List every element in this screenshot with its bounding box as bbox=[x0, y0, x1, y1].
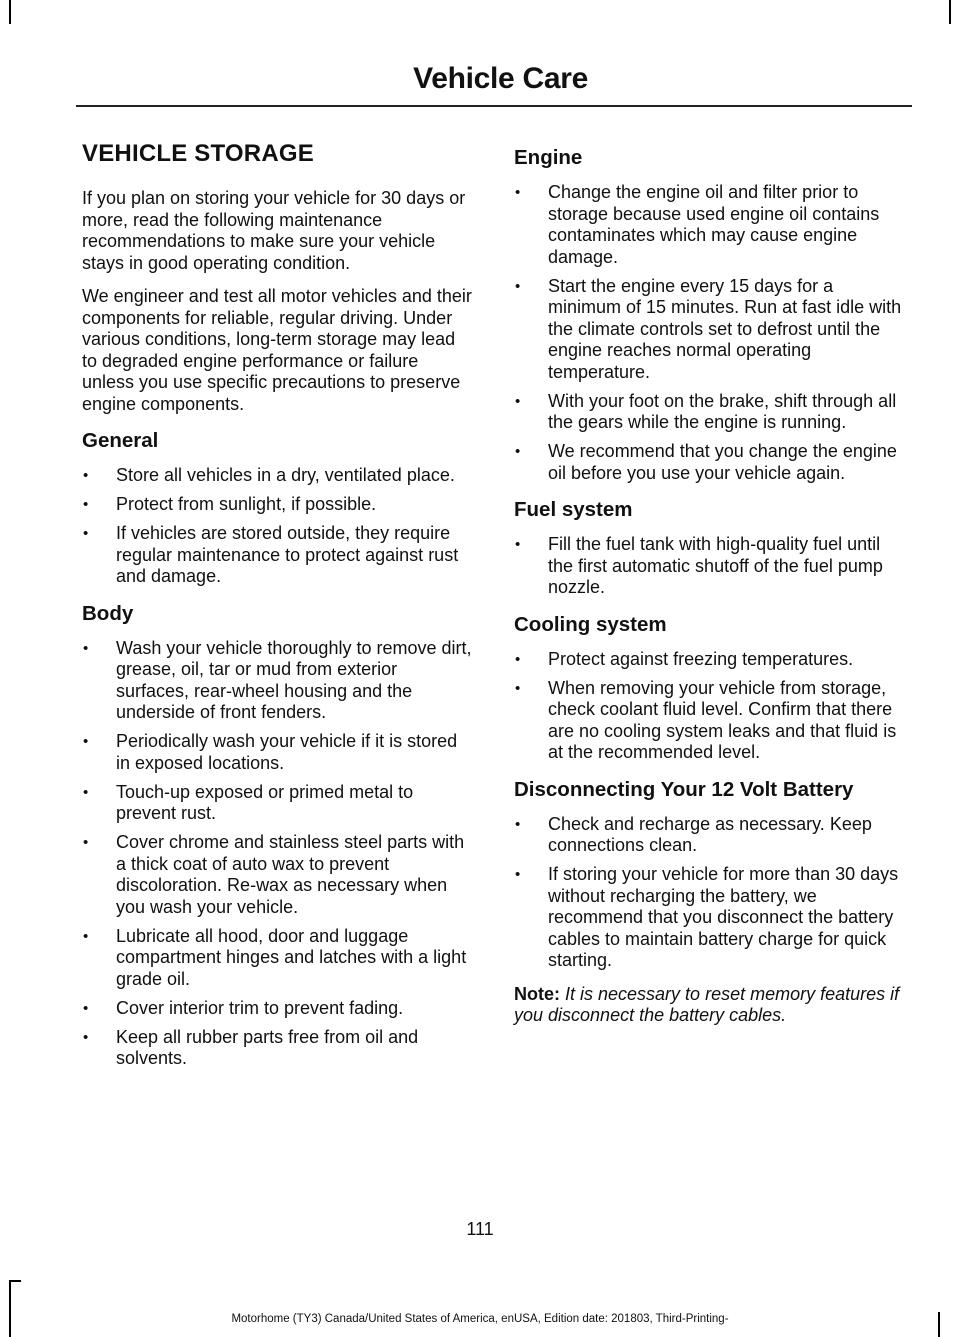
list-item: • Lubricate all hood, door and luggage compartment hinges and latches with a light grade oil. bbox=[82, 926, 474, 991]
battery-note bbox=[514, 984, 906, 1027]
list-item: • Touch-up exposed or primed metal to prevent rust. bbox=[82, 782, 474, 825]
engine-list bbox=[514, 182, 906, 484]
crop-mark-top-left bbox=[9, 0, 11, 24]
list-item: • Protect from sunlight, if possible. bbox=[82, 494, 474, 516]
note-text: It is necessary to reset memory features if you disconnect the battery cables. bbox=[514, 983, 900, 1025]
section-heading-body: Body bbox=[82, 601, 134, 625]
section-heading-battery: Disconnecting Your 12 Volt Battery bbox=[514, 777, 854, 801]
section-heading-general: General bbox=[82, 429, 159, 452]
crop-mark-top-right bbox=[949, 0, 951, 24]
crop-mark-bottom-left bbox=[9, 1280, 11, 1337]
section-heading-cooling-system: Cooling system bbox=[514, 612, 667, 636]
fuel-system-list bbox=[514, 534, 906, 599]
list-item: • Cover interior trim to prevent fading. bbox=[82, 998, 474, 1020]
list-item: • Protect against freezing temperatures. bbox=[514, 649, 906, 671]
list-item: • Periodically wash your vehicle if it is stored in exposed locations. bbox=[82, 731, 474, 774]
body-list bbox=[82, 638, 474, 1070]
list-item: • Cover chrome and stainless steel parts with a thick coat of auto wax to prevent discoloration. Re-wax as necessary when you wash your vehicle. bbox=[82, 832, 474, 918]
list-item: • We recommend that you change the engine oil before you use your vehicle again. bbox=[514, 441, 906, 484]
list-item: • With your foot on the brake, shift through all the gears while the engine is running. bbox=[514, 391, 906, 434]
battery-list bbox=[514, 814, 906, 972]
header-divider bbox=[76, 105, 912, 107]
list-item: • If vehicles are stored outside, they require regular maintenance to protect against rust and damage. bbox=[82, 523, 474, 588]
cooling-system-list bbox=[514, 649, 906, 764]
list-item: • Keep all rubber parts free from oil and solvents. bbox=[82, 1027, 474, 1070]
main-heading: VEHICLE STORAGE bbox=[82, 140, 314, 167]
list-item: • Change the engine oil and filter prior to storage because used engine oil contains contaminates which may cause engine damage. bbox=[514, 182, 906, 268]
list-item: • Wash your vehicle thoroughly to remove dirt, grease, oil, tar or mud from exterior surfaces, rear-wheel housing and the underside of front fenders. bbox=[82, 638, 474, 724]
crop-mark-bottom-left-h bbox=[9, 1280, 21, 1282]
list-item: • Store all vehicles in a dry, ventilated place. bbox=[82, 465, 474, 487]
list-item: • Fill the fuel tank with high-quality fuel until the first automatic shutoff of the fuel pump nozzle. bbox=[514, 534, 906, 599]
footer-text: Motorhome (TY3) Canada/United States of America, enUSA, Edition date: 201803, Third-Printing- bbox=[231, 1313, 729, 1325]
list-item: • When removing your vehicle from storage, check coolant fluid level. Confirm that there are no cooling system leaks and that fluid is at the recommended level. bbox=[514, 678, 906, 764]
list-item: • Check and recharge as necessary. Keep connections clean. bbox=[514, 814, 906, 857]
page-header-title: Vehicle Care bbox=[413, 62, 588, 95]
left-column bbox=[82, 140, 474, 1082]
page-number: 111 bbox=[466, 1219, 494, 1239]
intro-paragraph: If you plan on storing your vehicle for 30 days or more, read the following maintenance recommendations to make sure your vehicle stays in good operating condition. bbox=[82, 188, 466, 273]
note-label: Note: bbox=[514, 983, 560, 1004]
section-heading-engine: Engine bbox=[514, 146, 583, 169]
list-item: • Start the engine every 15 days for a minimum of 15 minutes. Run at fast idle with the climate controls set to defrost until the engine reaches normal operating temperature. bbox=[514, 276, 906, 384]
section-heading-fuel-system: Fuel system bbox=[514, 498, 633, 521]
list-item: • If storing your vehicle for more than 30 days without recharging the battery, we recommend that you disconnect the battery cables to maintain battery charge for quick starting. bbox=[514, 864, 906, 972]
right-column bbox=[514, 142, 906, 1039]
intro-paragraph: We engineer and test all motor vehicles and their components for reliable, regular driving. Under various conditions, long-term storage may lead to degraded engine performance or failure unless you use specific precautions to preserve engine components. bbox=[82, 286, 472, 414]
general-list bbox=[82, 465, 474, 588]
